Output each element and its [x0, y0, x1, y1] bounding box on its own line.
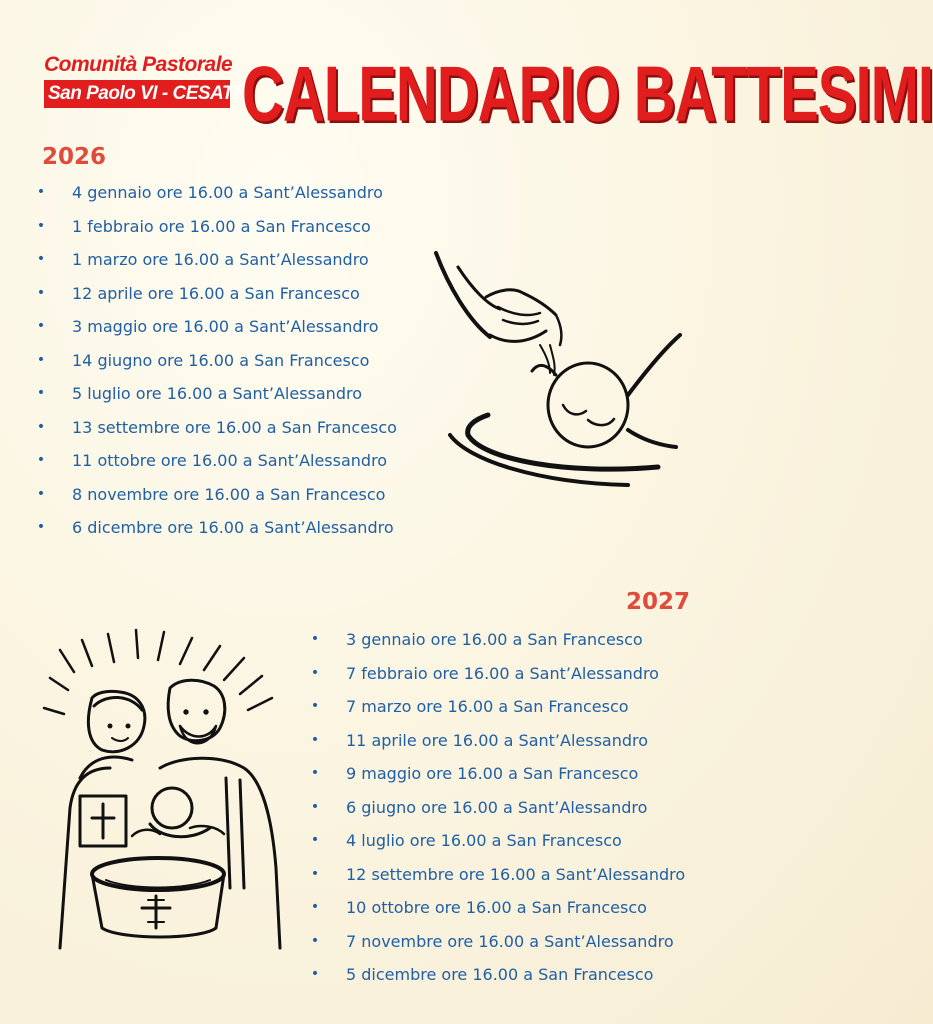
year-heading-2026: 2026 — [42, 144, 107, 170]
bullet-icon: • — [36, 184, 46, 200]
baptism-date-item — [36, 344, 397, 378]
baptism-date-text: 12 aprile ore 16.00 a San Francesco — [72, 283, 360, 303]
baptism-date-text: 3 gennaio ore 16.00 a San Francesco — [346, 630, 643, 649]
date-list-2027 — [310, 623, 685, 992]
year-heading-2027: 2027 — [626, 589, 691, 615]
bullet-icon: • — [310, 798, 320, 815]
page-title: CALENDARIO BATTESIMI — [242, 50, 933, 138]
baptism-date-text: 9 maggio ore 16.00 a San Francesco — [346, 764, 639, 783]
bullet-icon: • — [36, 485, 46, 502]
parish-subtitle: San Paolo VI - CESATE — [44, 80, 230, 108]
baptism-date-item — [310, 657, 685, 691]
baptism-date-item — [310, 824, 685, 858]
bullet-icon: • — [310, 765, 320, 781]
baptism-date-text: 11 aprile ore 16.00 a Sant’Alessandro — [346, 730, 649, 750]
parish-name: Comunità Pastorale — [44, 53, 233, 76]
bullet-icon: • — [310, 865, 320, 882]
bullet-icon: • — [310, 832, 320, 848]
baptism-date-text: 7 novembre ore 16.00 a Sant’Alessandro — [346, 931, 674, 951]
baptism-date-item — [310, 724, 685, 758]
baptism-date-item — [36, 277, 397, 311]
baptism-date-text: 5 luglio ore 16.00 a Sant’Alessandro — [72, 384, 362, 403]
baptism-date-text: 6 giugno ore 16.00 a Sant’Alessandro — [346, 797, 648, 817]
bullet-icon: • — [310, 899, 320, 915]
baptism-date-item — [310, 623, 685, 657]
baptism-date-item — [36, 310, 397, 344]
baptism-date-text: 8 novembre ore 16.00 a San Francesco — [72, 484, 386, 504]
baptism-family-font-icon — [40, 628, 285, 948]
bullet-icon: • — [36, 284, 46, 301]
baptism-date-item — [36, 444, 397, 478]
baptism-date-item — [310, 690, 685, 724]
baptism-date-item — [36, 176, 397, 210]
baptism-date-item — [310, 925, 685, 959]
baptism-date-item — [36, 210, 397, 244]
bullet-icon: • — [36, 217, 46, 234]
bullet-icon: • — [310, 731, 320, 748]
bullet-icon: • — [36, 385, 46, 401]
baptism-date-text: 1 marzo ore 16.00 a Sant’Alessandro — [72, 250, 369, 269]
baptism-date-text: 11 ottobre ore 16.00 a Sant’Alessandro — [72, 451, 388, 470]
baptism-date-item — [310, 858, 685, 892]
baptism-date-item — [36, 243, 397, 277]
bullet-icon: • — [36, 452, 46, 468]
baptism-date-text: 3 maggio ore 16.00 a Sant’Alessandro — [72, 317, 379, 336]
baptism-date-item — [310, 891, 685, 925]
baptism-date-text: 5 dicembre ore 16.00 a San Francesco — [346, 965, 654, 984]
baptism-date-item — [310, 757, 685, 791]
baptism-date-text: 13 settembre ore 16.00 a San Francesco — [72, 417, 397, 437]
baptism-date-item — [310, 958, 685, 992]
bullet-icon: • — [36, 318, 46, 334]
baptism-date-item — [36, 377, 397, 411]
baptism-date-text: 4 luglio ore 16.00 a San Francesco — [346, 831, 622, 850]
parish-header — [44, 52, 246, 108]
bullet-icon: • — [310, 631, 320, 647]
bullet-icon: • — [310, 932, 320, 949]
baptism-water-pouring-icon — [428, 245, 688, 495]
baptism-date-text: 12 settembre ore 16.00 a Sant’Alessandro — [346, 864, 686, 884]
bullet-icon: • — [36, 519, 46, 535]
bullet-icon: • — [310, 664, 320, 681]
baptism-date-item — [36, 478, 397, 512]
baptism-date-item — [310, 791, 685, 825]
baptism-date-text: 4 gennaio ore 16.00 a Sant’Alessandro — [72, 183, 383, 202]
bullet-icon: • — [36, 251, 46, 267]
bullet-icon: • — [36, 351, 46, 368]
baptism-date-item — [36, 511, 397, 545]
baptism-date-text: 14 giugno ore 16.00 a San Francesco — [72, 350, 370, 370]
baptism-date-text: 1 febbraio ore 16.00 a San Francesco — [72, 216, 371, 236]
bullet-icon: • — [310, 698, 320, 714]
bullet-icon: • — [36, 418, 46, 435]
bullet-icon: • — [310, 966, 320, 982]
baptism-date-text: 7 marzo ore 16.00 a San Francesco — [346, 697, 629, 716]
baptism-date-text: 7 febbraio ore 16.00 a Sant’Alessandro — [346, 663, 659, 683]
baptism-date-text: 6 dicembre ore 16.00 a Sant’Alessandro — [72, 518, 394, 537]
baptism-date-item — [36, 411, 397, 445]
date-list-2026 — [36, 176, 397, 545]
baptism-date-text: 10 ottobre ore 16.00 a San Francesco — [346, 898, 647, 917]
